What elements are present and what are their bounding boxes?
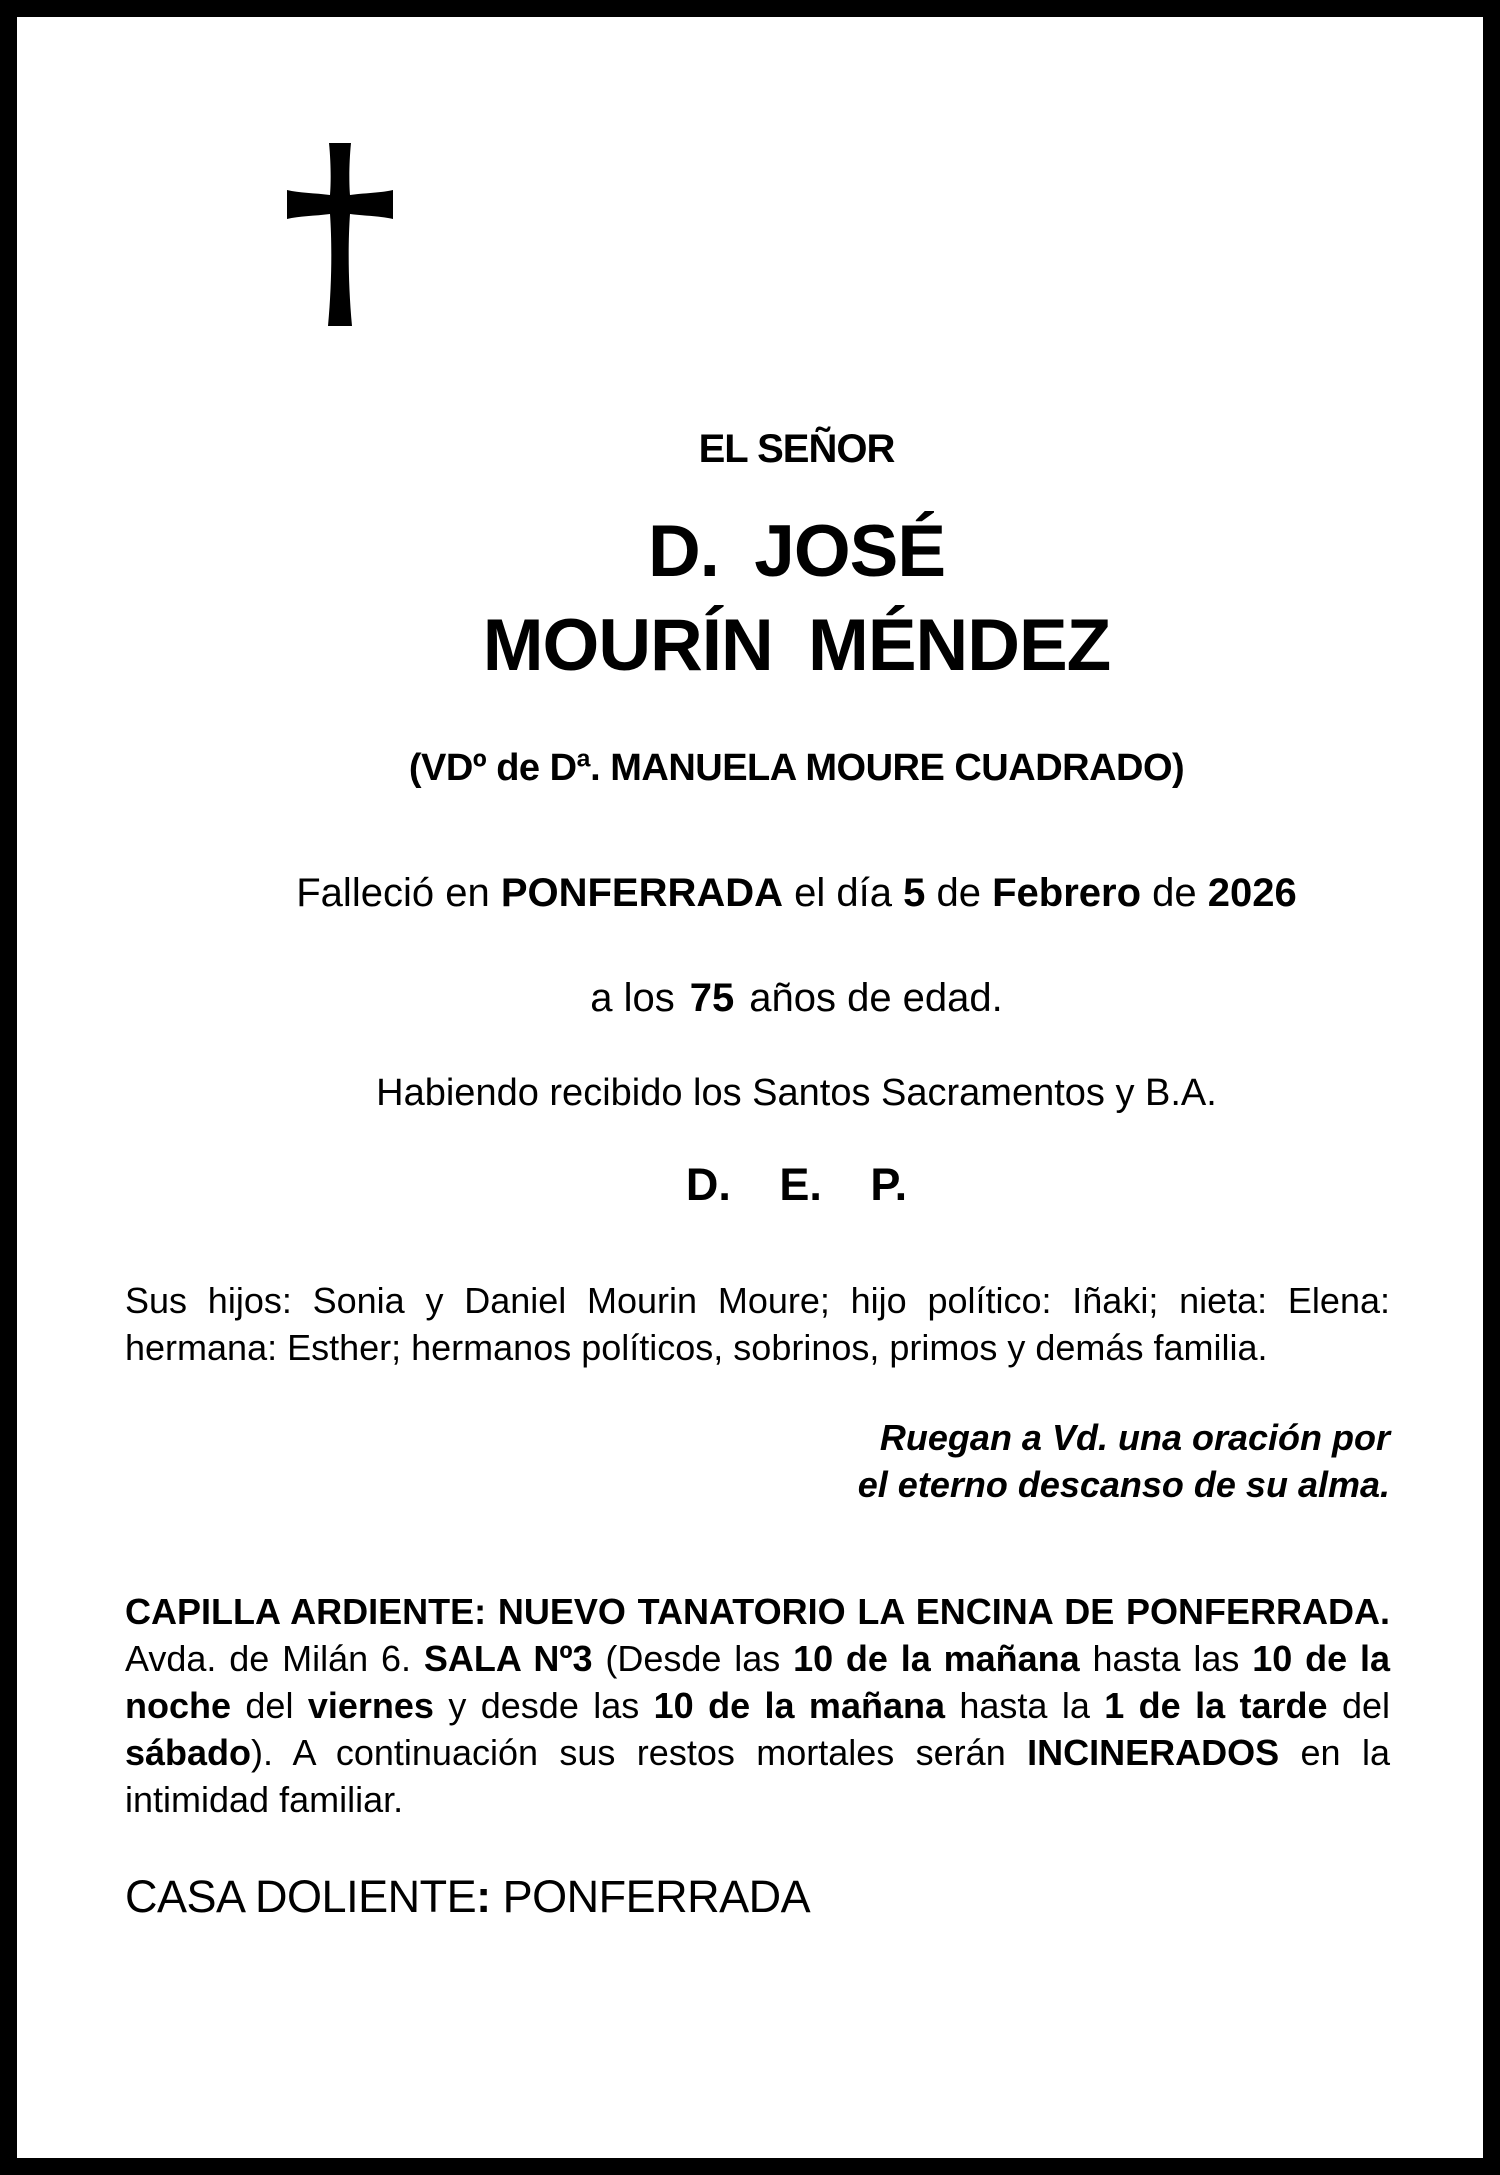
latin-cross-icon [287, 143, 393, 326]
prayer-line2: el eterno descanso de su alma. [857, 1464, 1390, 1505]
dep-abbreviation: D. E. P. [685, 1159, 908, 1210]
mourning-house-line: CASA DOLIENTE: PONFERRADA [125, 1871, 811, 1922]
deceased-name-line1: D. JOSÉ [647, 511, 946, 592]
honorific-title: EL SEÑOR [698, 427, 895, 471]
deceased-name-line2: MOURÍN MÉNDEZ [482, 605, 1111, 686]
deceased-name [164, 505, 1429, 693]
family-paragraph: Sus hijos: Sonia y Daniel Mourin Moure; hijo político: Iñaki; nieta: Elena: hermana: Esther; hermanos políticos, sobrinos, primos y demás familia. [125, 1280, 1390, 1368]
death-notice-line: Falleció en PONFERRADA el día 5 de Febrero de 2026 [296, 871, 1297, 915]
age-line: a los 75 años de edad. [590, 976, 1003, 1020]
wake-info-paragraph: CAPILLA ARDIENTE: NUEVO TANATORIO LA ENCINA DE PONFERRADA. Avda. de Milán 6. SALA Nº3 (Desde las 10 de la mañana hasta las 10 de la noche del viernes y desde las 10 de la mañana hasta la 1 de la tarde del sábado). A continuación sus restos mortales serán INCINERADOS en la intimidad familiar. [125, 1591, 1391, 1820]
age-value: 75 [689, 976, 735, 1020]
esquela-content [17, 143, 1483, 1924]
sacraments-line: Habiendo recibido los Santos Sacramentos y B.A. [376, 1072, 1217, 1114]
relation-note: (VDº de Dª. MANUELA MOURE CUADRADO) [408, 747, 1185, 789]
prayer-request [125, 1414, 1390, 1508]
prayer-line1: Ruegan a Vd. una oración por [879, 1417, 1390, 1458]
